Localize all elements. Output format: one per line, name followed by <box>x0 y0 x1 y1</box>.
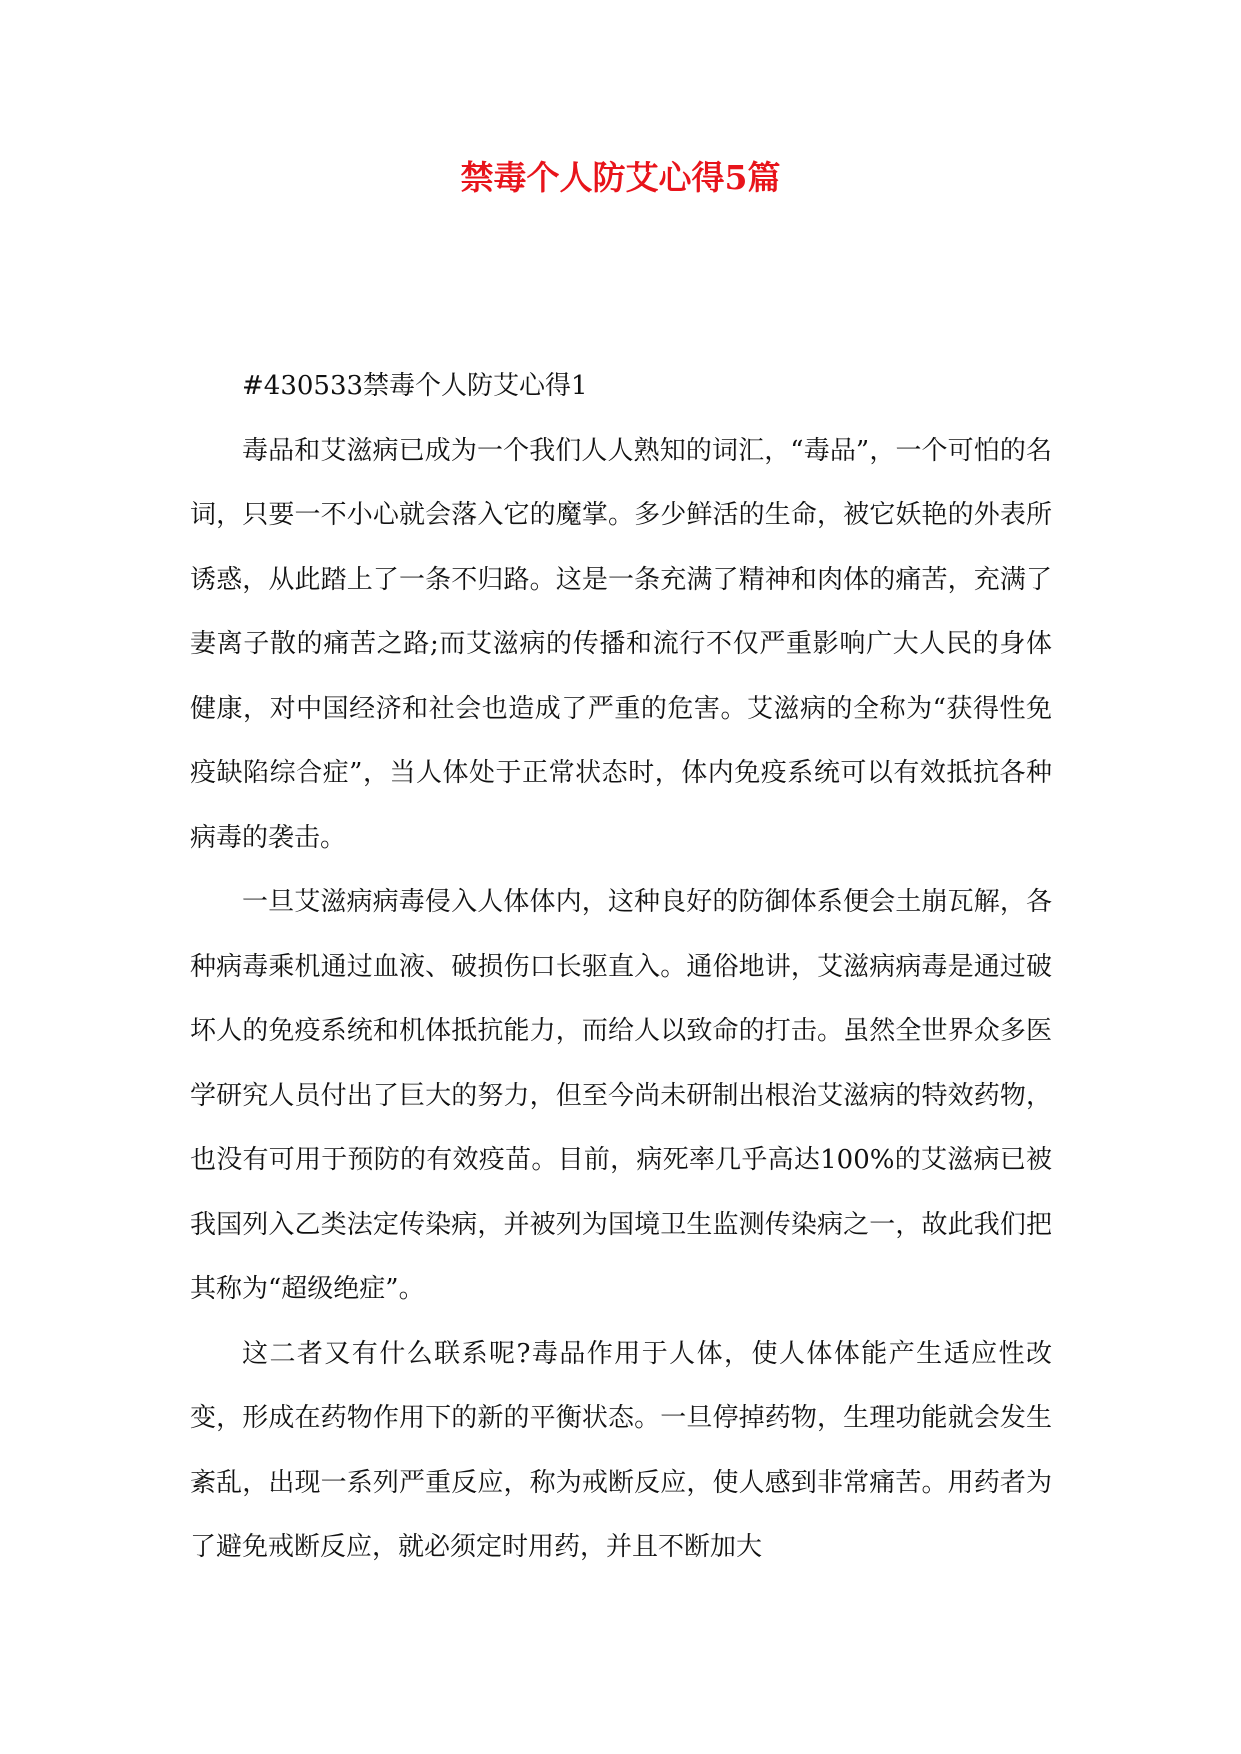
paragraph-2: 一旦艾滋病病毒侵入人体体内，这种良好的防御体系便会土崩瓦解，各种病毒乘机通过血液、破损伤口长驱直入。通俗地讲，艾滋病病毒是通过破坏人的免疫系统和机体抵抗能力，而给人以致命的打击。虽然全世界众多医学研究人员付出了巨大的努力，但至今尚未研制出根治艾滋病的特效药物，也没有可用于预防的有效疫苗。目前，病死率几乎高达100%的艾滋病已被我国列入乙类法定传染病，并被列为国境卫生监测传染病之一，故此我们把其称为“超级绝症”。 <box>190 887 1052 1304</box>
paragraph-3: 这二者又有什么联系呢?毒品作用于人体，使人体体能产生适应性改变，形成在药物作用下的新的平衡状态。一旦停掉药物，生理功能就会发生紊乱，出现一系列严重反应，称为戒断反应，使人感到非常痛苦。用药者为了避免戒断反应，就必须定时用药，并且不断加大 <box>190 1338 1052 1562</box>
document-body <box>190 354 1052 1580</box>
paragraph-1: 毒品和艾滋病已成为一个我们人人熟知的词汇，“毒品”，一个可怕的名词，只要一不小心就会落入它的魔掌。多少鲜活的生命，被它妖艳的外表所诱惑，从此踏上了一条不归路。这是一条充满了精神和肉体的痛苦，充满了妻离子散的痛苦之路;而艾滋病的传播和流行不仅严重影响广大人民的身体健康，对中国经济和社会也造成了严重的危害。艾滋病的全称为“获得性免疫缺陷综合症”，当人体处于正常状态时，体内免疫系统可以有效抵抗各种病毒的袭击。 <box>190 435 1052 853</box>
section-heading: #430533禁毒个人防艾心得1 <box>242 371 588 401</box>
document-title: 禁毒个人防艾心得5篇 <box>460 158 781 197</box>
